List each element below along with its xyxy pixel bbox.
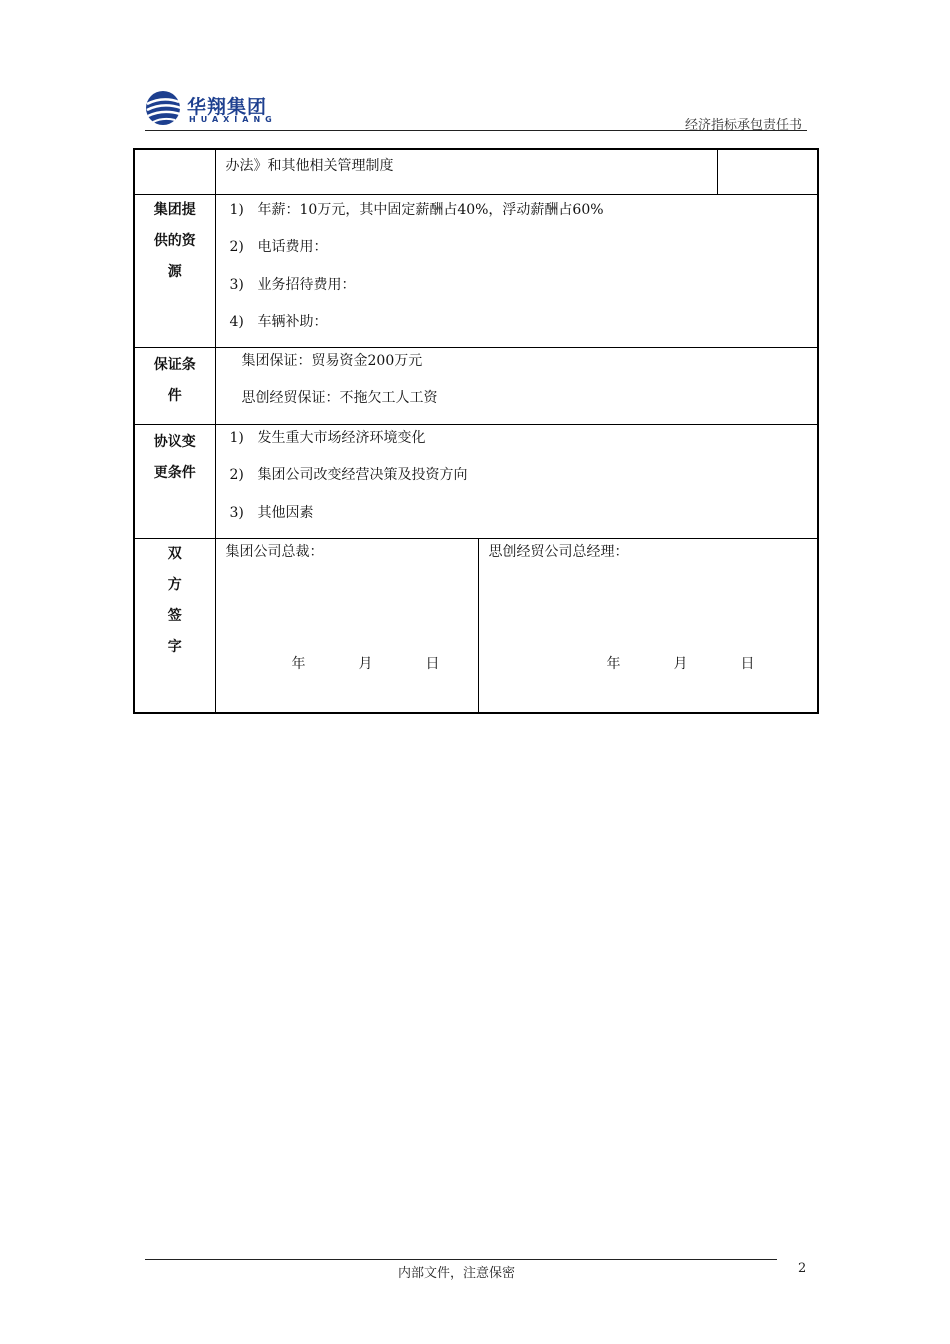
sichuang-signature-cell — [478, 538, 818, 713]
continued-text: 办法》和其他相关管理制度 — [225, 158, 394, 174]
resources-label: 集团提 供的资 源 — [134, 194, 215, 347]
change-label: 协议变 更条件 — [134, 424, 215, 538]
contract-table — [133, 148, 819, 714]
header-divider — [145, 130, 807, 131]
sichuang-manager-title: 思创经贸公司总经理： — [488, 543, 629, 560]
list-item: 3) 其他因素 — [229, 504, 314, 521]
signature-label: 双 方 签 字 — [134, 538, 215, 713]
continued-text-cell — [215, 149, 717, 194]
table-row-resources — [134, 194, 818, 347]
guarantee-label: 保证条 件 — [134, 347, 215, 424]
list-item: 思创经贸保证：不拖欠工人工资 — [241, 390, 438, 406]
list-item: 2) 电话费用： — [229, 239, 328, 255]
list-item: 3) 业务招待费用： — [229, 276, 356, 293]
list-item: 1) 发生重大市场经济环境变化 — [229, 429, 426, 446]
resources-content — [215, 194, 818, 347]
confidential-notice: 内部文件，注意保密 — [398, 1266, 516, 1281]
sichuang-sign-date: 年 月 日 — [606, 655, 755, 672]
group-signature-cell — [215, 538, 478, 713]
logo-chinese-name: 华翔集团 — [187, 96, 268, 118]
document-title: 经济指标承包责任书 — [684, 118, 802, 133]
group-sign-date: 年 月 日 — [291, 655, 440, 672]
table-row-change — [134, 424, 818, 538]
label-cell-empty — [134, 149, 215, 194]
remark-cell-empty — [717, 149, 818, 194]
guarantee-content — [215, 347, 818, 424]
footer-divider — [145, 1259, 777, 1260]
list-item: 2) 集团公司改变经营决策及投资方向 — [229, 467, 468, 483]
list-item: 1) 年薪：10万元，其中固定薪酬占40%，浮动薪酬占60% — [229, 201, 604, 218]
table-row-continued — [134, 149, 818, 194]
company-logo — [145, 88, 285, 132]
group-president-title: 集团公司总裁： — [225, 543, 324, 560]
table-row-signature — [134, 538, 818, 713]
globe-logo-icon — [145, 88, 185, 132]
list-item: 集团保证：贸易资金200万元 — [241, 352, 423, 369]
change-content — [215, 424, 818, 538]
page-number: 2 — [798, 1261, 807, 1276]
list-item: 4) 车辆补助： — [229, 314, 328, 330]
logo-english-name: HUAXIANG — [189, 115, 277, 124]
table-row-guarantee — [134, 347, 818, 424]
